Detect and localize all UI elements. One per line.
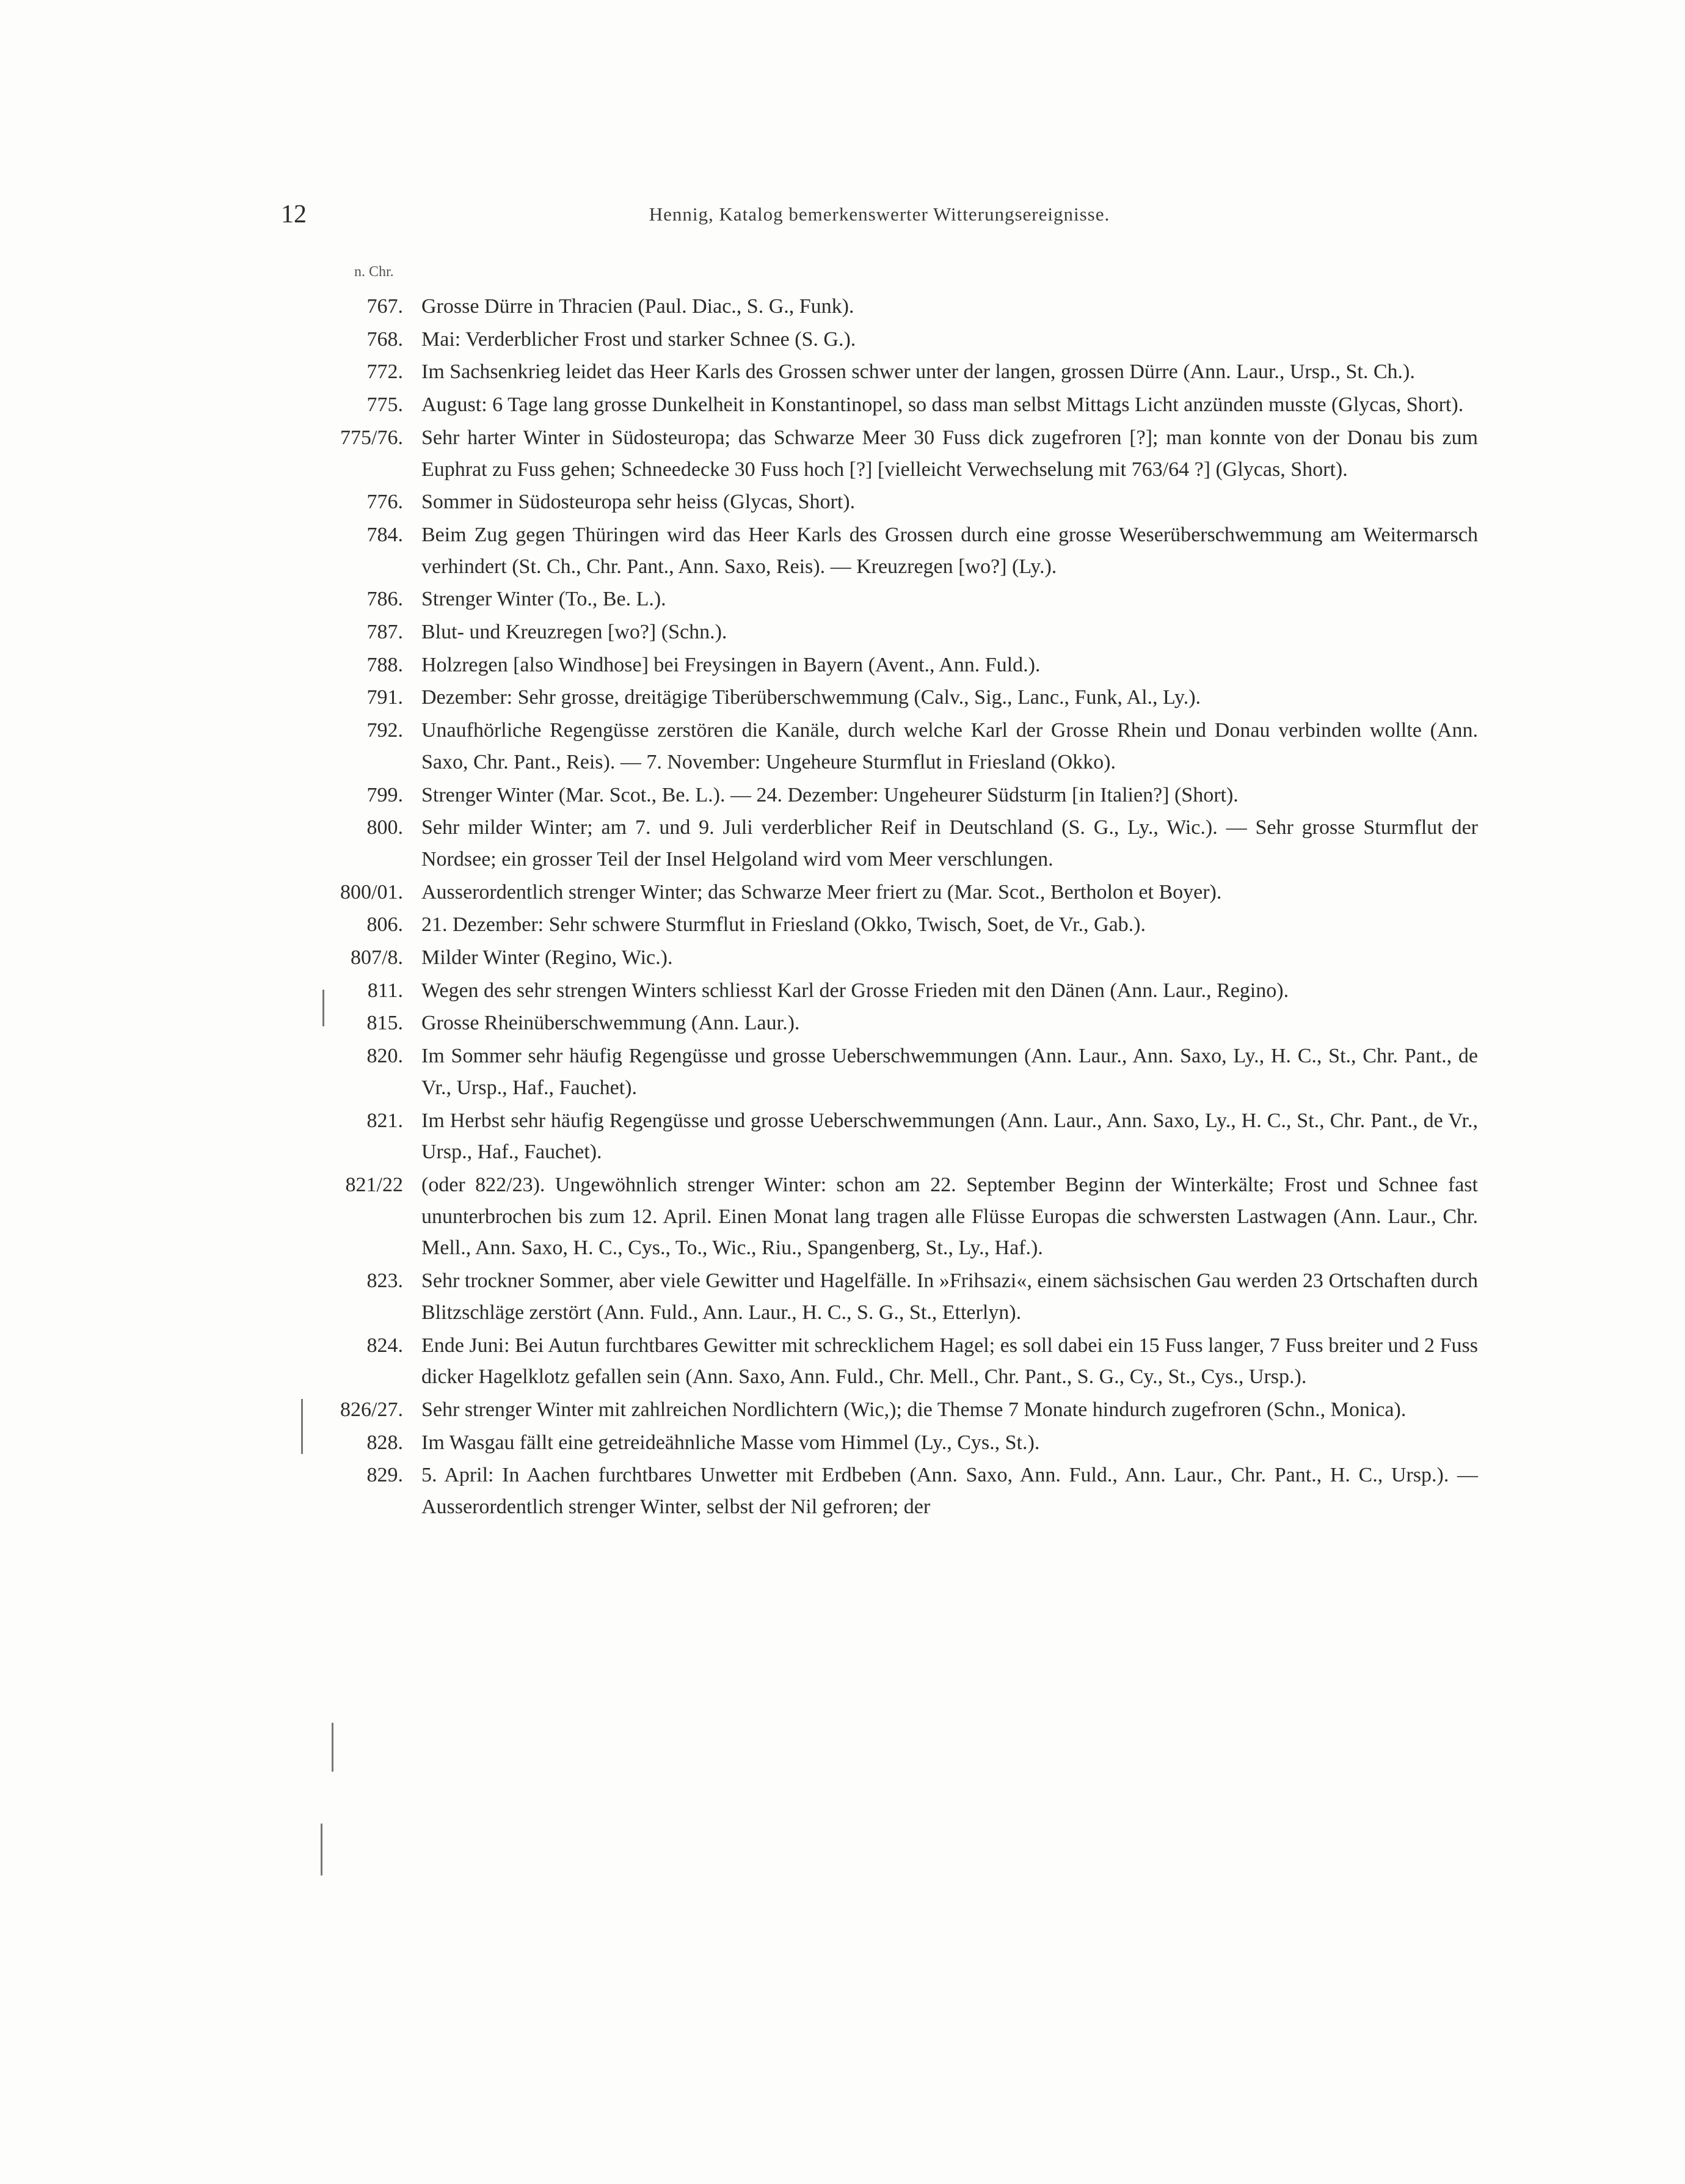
entry-year: 791. xyxy=(366,686,403,709)
entry-text: Grosse Dürre in Thracien (Paul. Diac., S. G., Funk). xyxy=(421,295,854,318)
page-header xyxy=(281,200,1478,236)
entry-text: Im Sachsenkrieg leidet das Heer Karls des Grossen schwer unter der langen, grossen Dürre (Ann. Laur., Ursp., St. Ch.). xyxy=(421,360,1415,384)
chronology-entry xyxy=(330,942,1478,974)
chronology-entry xyxy=(330,780,1478,811)
entry-text: (oder 822/23). Ungewöhnlich strenger Winter: schon am 22. September Beginn der Winterkälte; Frost und Schnee fast ununterbrochen bis zum 12. April. Einen Monat lang tragen alle Flüsse Europas die schwersten Lastwagen (Ann. Laur., Chr. Mell., Ann. Saxo, H. C., Cys., To., Wic., Riu., Spangenberg, St., Ly., Haf.). xyxy=(421,1173,1478,1260)
entry-year: 829. xyxy=(366,1464,403,1487)
entry-year: 811. xyxy=(367,979,403,1002)
entry-text: Milder Winter (Regino, Wic.). xyxy=(421,946,673,970)
margin-mark xyxy=(332,1723,333,1772)
entry-text: Unaufhörliche Regengüsse zerstören die Kanäle, durch welche Karl der Grosse Rhein und Donau verbinden wollte (Ann. Saxo, Chr. Pant., Reis). — 7. November: Ungeheure Sturmflut in Friesland (Okko). xyxy=(421,719,1478,773)
entry-text: Grosse Rheinüberschwemmung (Ann. Laur.). xyxy=(421,1012,800,1035)
entry-text: Ende Juni: Bei Autun furchtbares Gewitter mit schrecklichem Hagel; es soll dabei ein 15 Fuss langer, 7 Fuss breiter und 2 Fuss dicker Hagelklotz gefallen sein (Ann. Saxo, Ann. Fuld., Chr. Mell., Chr. Pant., S. G., Cy., St., Cys., Ursp.). xyxy=(421,1334,1478,1389)
entry-text: Sommer in Südosteuropa sehr heiss (Glycas, Short). xyxy=(421,491,856,514)
chronology-entry xyxy=(330,1007,1478,1039)
chronology-entry xyxy=(330,1394,1478,1426)
chronology-entry xyxy=(330,389,1478,421)
entry-year: 821/22 xyxy=(345,1173,403,1196)
entry-year: 776. xyxy=(366,491,403,514)
chronology-entry xyxy=(330,812,1478,875)
chronology-entry xyxy=(330,877,1478,908)
entry-year: 767. xyxy=(366,295,403,318)
entry-year: 768. xyxy=(366,327,403,351)
chronology-entry xyxy=(330,1427,1478,1459)
entry-year: 784. xyxy=(366,523,403,546)
entry-text: Sehr trockner Sommer, aber viele Gewitter und Hagelfälle. In »Frihsazi«, einem sächsischen Gau werden 23 Ortschaften durch Blitzschläge zerstört (Ann. Fuld., Ann. Laur., H. C., S. G., St., Etterlyn). xyxy=(421,1269,1478,1324)
entry-year: 806. xyxy=(366,913,403,937)
entry-year: 821. xyxy=(366,1109,403,1132)
chronology-entry xyxy=(330,324,1478,356)
entry-year: 788. xyxy=(366,653,403,676)
entry-text: Sehr milder Winter; am 7. und 9. Juli verderblicher Reif in Deutschland (S. G., Ly., Wic.). — Sehr grosse Sturmflut der Nordsee; ein grosser Teil der Insel Helgoland wird vom Meer verschlungen. xyxy=(421,816,1478,871)
entry-year: 792. xyxy=(366,719,403,742)
entry-year: 799. xyxy=(366,783,403,806)
chronology-entry xyxy=(330,682,1478,714)
chronology-entry xyxy=(330,975,1478,1007)
entry-text: Mai: Verderblicher Frost und starker Schnee (S. G.). xyxy=(421,327,856,351)
entry-text: Strenger Winter (Mar. Scot., Be. L.). — 24. Dezember: Ungeheurer Südsturm [in Italien?] (Short). xyxy=(421,783,1239,806)
chronology-entry xyxy=(330,1459,1478,1522)
entry-text: Sehr strenger Winter mit zahlreichen Nordlichtern (Wic,); die Themse 7 Monate hindurch zugefroren (Schn., Monica). xyxy=(421,1398,1407,1421)
entry-text: Strenger Winter (To., Be. L.). xyxy=(421,588,666,611)
entry-text: Sehr harter Winter in Südosteuropa; das Schwarze Meer 30 Fuss dick zugefroren [?]; man konnte von der Donau bis zum Euphrat zu Fuss gehen; Schneedecke 30 Fuss hoch [?] [vielleicht Verwechselung mit 763/64 ?] (Glycas, Short). xyxy=(421,426,1478,481)
margin-mark xyxy=(322,990,324,1026)
chronology-entry xyxy=(330,486,1478,518)
entry-year: 775/76. xyxy=(340,426,403,449)
chronology-entry xyxy=(330,583,1478,615)
chronology-entry xyxy=(330,291,1478,323)
entry-year: 775. xyxy=(366,393,403,417)
entry-year: 787. xyxy=(366,621,403,644)
running-title: Hennig, Katalog bemerkenswerter Witterungsereignisse. xyxy=(649,203,1110,225)
entry-year: 807/8. xyxy=(351,946,403,970)
chronology-entry xyxy=(330,1105,1478,1168)
margin-mark xyxy=(301,1399,303,1454)
entry-year: 828. xyxy=(366,1431,403,1454)
entry-year: 824. xyxy=(366,1334,403,1357)
entry-text: 21. Dezember: Sehr schwere Sturmflut in Friesland (Okko, Twisch, Soet, de Vr., Gab.). xyxy=(421,913,1146,937)
chronology-entry xyxy=(330,1265,1478,1328)
entry-year: 800/01. xyxy=(340,880,403,904)
chronology-entry xyxy=(330,422,1478,485)
entry-year: 800. xyxy=(366,816,403,839)
entry-text: Dezember: Sehr grosse, dreitägige Tiberüberschwemmung (Calv., Sig., Lanc., Funk, Al., Ly.). xyxy=(421,686,1201,709)
entry-year: 815. xyxy=(366,1012,403,1035)
entry-text: Blut- und Kreuzregen [wo?] (Schn.). xyxy=(421,621,727,644)
margin-mark xyxy=(321,1824,322,1875)
chronology-entry xyxy=(330,1330,1478,1393)
entry-year: 826/27. xyxy=(340,1398,403,1421)
entry-year: 786. xyxy=(366,588,403,611)
entry-text: Beim Zug gegen Thüringen wird das Heer Karls des Grossen durch eine grosse Weserüberschwemmung am Weitermarsch verhindert (St. Ch., Chr. Pant., Ann. Saxo, Reis). — Kreuzregen [wo?] (Ly.). xyxy=(421,523,1478,578)
chronology-entry xyxy=(330,909,1478,941)
entry-year: 823. xyxy=(366,1269,403,1293)
entry-text: 5. April: In Aachen furchtbares Unwetter mit Erdbeben (Ann. Saxo, Ann. Fuld., Ann. Laur., Chr. Pant., H. C., Ursp.). — Ausserordentlich strenger Winter, selbst der Nil gefroren; der xyxy=(421,1464,1478,1519)
chronology-entry xyxy=(330,519,1478,582)
chronology-entry xyxy=(330,1169,1478,1264)
era-label: n. Chr. xyxy=(354,264,394,280)
entry-text: Wegen des sehr strengen Winters schliesst Karl der Grosse Frieden mit den Dänen (Ann. Laur., Regino). xyxy=(421,979,1289,1002)
entry-text: August: 6 Tage lang grosse Dunkelheit in Konstantinopel, so dass man selbst Mittags Licht anzünden musste (Glycas, Short). xyxy=(421,393,1464,417)
chronology-list xyxy=(330,291,1478,1524)
entry-text: Ausserordentlich strenger Winter; das Schwarze Meer friert zu (Mar. Scot., Bertholon et Boyer). xyxy=(421,880,1222,904)
entry-year: 820. xyxy=(366,1045,403,1068)
chronology-entry xyxy=(330,715,1478,778)
entry-text: Im Herbst sehr häufig Regengüsse und grosse Ueberschwemmungen (Ann. Laur., Ann. Saxo, Ly., H. C., St., Chr. Pant., de Vr., Ursp., Haf., Fauchet). xyxy=(421,1109,1478,1164)
chronology-entry xyxy=(330,1040,1478,1103)
entry-year: 772. xyxy=(366,360,403,384)
entry-text: Im Sommer sehr häufig Regengüsse und grosse Ueberschwemmungen (Ann. Laur., Ann. Saxo, Ly., H. C., St., Chr. Pant., de Vr., Ursp., Haf., Fauchet). xyxy=(421,1045,1478,1099)
chronology-entry xyxy=(330,616,1478,648)
chronology-entry xyxy=(330,649,1478,681)
entry-text: Holzregen [also Windhose] bei Freysingen in Bayern (Avent., Ann. Fuld.). xyxy=(421,653,1041,676)
chronology-entry xyxy=(330,356,1478,388)
entry-text: Im Wasgau fällt eine getreideähnliche Masse vom Himmel (Ly., Cys., St.). xyxy=(421,1431,1040,1454)
page-number: 12 xyxy=(281,200,307,228)
